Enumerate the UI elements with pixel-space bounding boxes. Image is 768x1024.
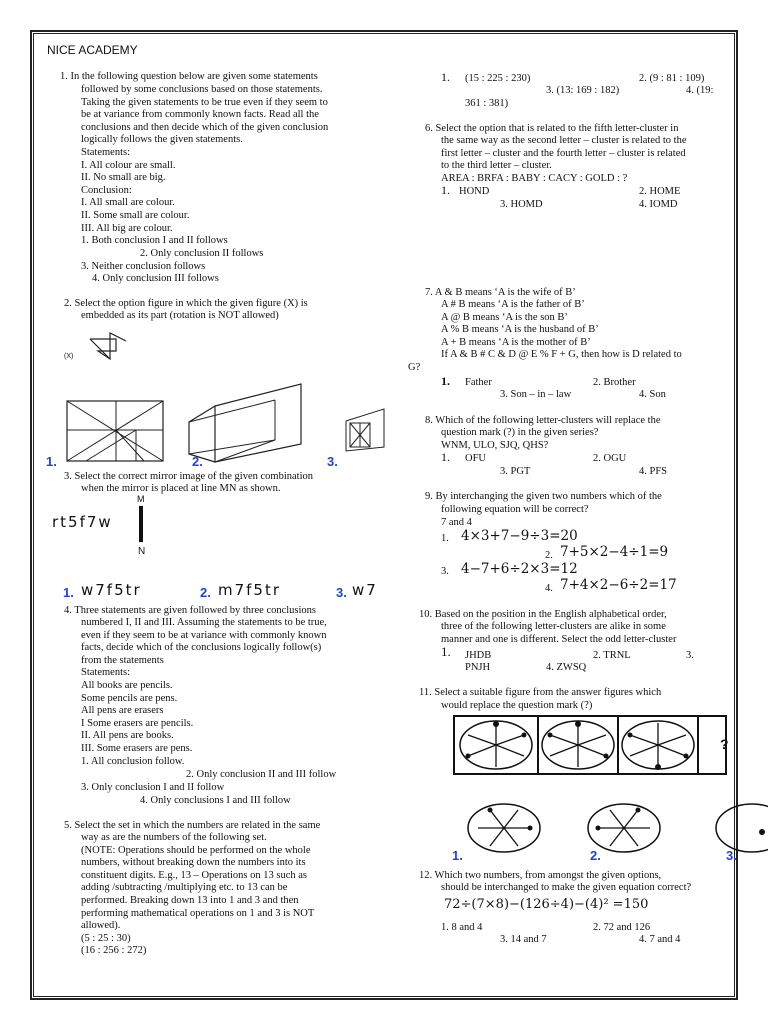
q2-option-3-label: 3. bbox=[327, 454, 338, 469]
q3-mirror-line bbox=[139, 506, 143, 542]
q5-body bbox=[81, 832, 314, 958]
q5-option-4b: 361 : 381) bbox=[465, 98, 509, 109]
q7-line: If A & B # C & D @ E % F + G, then how is D related to bbox=[441, 349, 682, 361]
q10-option-2: 2. TRNL bbox=[593, 650, 631, 661]
q5-option-1: (15 : 225 : 230) bbox=[465, 73, 531, 84]
q3-option-2-text: m7f5tr bbox=[218, 581, 282, 599]
q4-option-4: 4. Only conclusions I and III follow bbox=[140, 795, 291, 806]
q8-line: WNM, ULO, SJQ, QHS? bbox=[441, 439, 549, 451]
q9-option-1-num: 1. bbox=[441, 533, 449, 544]
q1-line: I. All colour are small. bbox=[81, 159, 176, 171]
q6-line: AREA : BRFA : BABY : CACY : GOLD : ? bbox=[441, 172, 628, 184]
q1-line: II. No small are big. bbox=[81, 172, 166, 184]
q1-line: followed by some conclusions based on those statements. bbox=[81, 84, 323, 95]
q10-option-3-text: PNJH bbox=[465, 662, 491, 673]
q1-line: III. All big are colour. bbox=[81, 222, 173, 234]
q5-intro: 5. Select the set in which the numbers are related in the same bbox=[64, 820, 321, 831]
q5-line: adding /subtracting /multiplying etc. to 13 can be bbox=[81, 882, 288, 894]
q4-line: from the statements bbox=[81, 654, 164, 666]
q10-body bbox=[441, 621, 676, 646]
q12-option-4: 4. 7 and 4 bbox=[639, 934, 681, 945]
q5-line: way as are the numbers of the following set. bbox=[81, 832, 267, 843]
q10-line: three of the following letter-clusters are alike in some bbox=[441, 621, 666, 632]
q12-option-2: 2. 72 and 126 bbox=[593, 922, 651, 933]
q6-line: to the third letter – cluster. bbox=[441, 160, 552, 172]
q12-option-1: 1. 8 and 4 bbox=[441, 922, 483, 933]
q4-line: even if they seem to be at variance with commonly known bbox=[81, 629, 327, 641]
q1-line: Conclusion: bbox=[81, 184, 132, 196]
q7-option-3: 3. Son – in – law bbox=[500, 389, 572, 400]
q11-question-figures bbox=[454, 716, 734, 776]
q3-option-2-label: 2. bbox=[200, 585, 211, 600]
q2-option-2-label: 2. bbox=[192, 454, 203, 469]
q12-intro: 12. Which two numbers, from amongst the given options, bbox=[419, 870, 662, 881]
q4-intro: 4. Three statements are given followed by three conclusions bbox=[64, 605, 317, 616]
q5-line: (5 : 25 : 30) bbox=[81, 932, 131, 944]
q2-option-1-figure bbox=[66, 400, 164, 462]
q1-line: logically follows the given statements. bbox=[81, 134, 243, 146]
q5-line: (NOTE: Operations should be performed on the whole bbox=[81, 844, 311, 856]
q8-option-4: 4. PFS bbox=[639, 466, 668, 477]
q6-intro: 6. Select the option that is related to the fifth letter-cluster in bbox=[425, 123, 679, 134]
q1-option-2: 2. Only conclusion II follows bbox=[140, 248, 264, 259]
q6-option-3: 3. HOMD bbox=[500, 199, 543, 210]
page-header: NICE ACADEMY bbox=[47, 43, 138, 57]
q1-body bbox=[81, 84, 328, 248]
q1-line: I. All small are colour. bbox=[81, 197, 175, 209]
q7-body bbox=[441, 299, 682, 362]
q10-option-3: 3. bbox=[686, 650, 694, 661]
q6-option-2: 2. HOME bbox=[639, 186, 681, 197]
q8-option-1-num: 1. bbox=[441, 450, 450, 464]
q2-line-1: 2. Select the option figure in which the given figure (X) is bbox=[64, 298, 308, 309]
q1-line: conclusions and then decide which of the given conclusion bbox=[81, 121, 329, 133]
q3-option-3-label: 3. bbox=[336, 585, 347, 600]
q2-option-1-label: 1. bbox=[46, 454, 57, 469]
q12-option-3: 3. 14 and 7 bbox=[500, 934, 547, 945]
q3-mirror-n-label: N bbox=[138, 546, 146, 557]
q4-option-3: 3. Only conclusion I and II follow bbox=[81, 782, 225, 793]
q4-body bbox=[81, 617, 327, 768]
q4-line: 1. All conclusion follow. bbox=[81, 755, 185, 767]
q7-option-1: Father bbox=[465, 377, 492, 388]
q4-line: facts, decide which of the conclusions logically follow(s) bbox=[81, 642, 322, 654]
q9-option-3: 4−7+6÷2×3=12 bbox=[461, 561, 578, 577]
q5-line: numbers, without breaking down the numbers into its bbox=[81, 857, 306, 869]
q8-body bbox=[441, 427, 598, 452]
q9-option-2: 7+5×2−4÷1=9 bbox=[560, 544, 669, 560]
q11-option-1-label: 1. bbox=[452, 848, 463, 863]
q10-option-1-num: 1. bbox=[441, 644, 451, 659]
q2-line-2: embedded as its part (rotation is NOT allowed) bbox=[81, 310, 279, 321]
q6-line: first letter – cluster and the fourth letter – cluster is related bbox=[441, 147, 686, 159]
q9-option-2-num: 2. bbox=[545, 550, 553, 561]
q7-intro: 7. A & B means ‘A is the wife of B’ bbox=[425, 287, 576, 298]
q1-line: II. Some small are colour. bbox=[81, 209, 190, 221]
q4-option-2: 2. Only conclusion II and III follow bbox=[186, 769, 337, 780]
q2-option-2-figure bbox=[187, 382, 305, 464]
q8-option-2: 2. OGU bbox=[593, 453, 627, 464]
svg-text:?: ? bbox=[720, 736, 729, 752]
q8-intro: 8. Which of the following letter-clusters will replace the bbox=[425, 415, 661, 426]
q10-line: manner and one is different. Select the odd letter-cluster bbox=[441, 633, 677, 645]
q7-line: A + B means ‘A is the mother of B’ bbox=[441, 336, 591, 348]
q1-line: Statements: bbox=[81, 146, 130, 158]
q6-body bbox=[441, 135, 687, 185]
q8-option-3: 3. PGT bbox=[500, 466, 531, 477]
q9-intro: 9. By interchanging the given two numbers which of the bbox=[425, 491, 662, 502]
q5-line: allowed). bbox=[81, 920, 121, 932]
q10-intro: 10. Based on the position in the English alphabetical order, bbox=[419, 609, 667, 620]
q11-line-2: would replace the question mark (?) bbox=[441, 700, 593, 711]
q4-line: II. All pens are books. bbox=[81, 730, 174, 742]
q9-option-3-num: 3. bbox=[441, 566, 449, 577]
q4-line: Some pencils are pens. bbox=[81, 692, 178, 704]
q4-line: Statements: bbox=[81, 667, 130, 679]
q8-line: question mark (?) in the given series? bbox=[441, 427, 599, 438]
q8-option-1: OFU bbox=[465, 453, 487, 464]
q11-option-2-label: 2. bbox=[590, 848, 601, 863]
q9-option-4-num: 4. bbox=[545, 583, 553, 594]
q7-line: A # B means ‘A is the father of B’ bbox=[441, 299, 585, 310]
q4-line: numbered I, II and III. Assuming the statements to be true, bbox=[81, 617, 327, 628]
q1-option-3: 3. Neither conclusion follows bbox=[81, 261, 206, 272]
q10-option-4: 4. ZWSQ bbox=[546, 662, 587, 673]
q1-line: be at variance from commonly known facts. Read all the bbox=[81, 109, 319, 121]
q5-option-1-num: 1. bbox=[441, 70, 450, 84]
q9-option-1: 4×3+7−9÷3=20 bbox=[461, 528, 578, 544]
q7-line: A % B means ‘A is the husband of B’ bbox=[441, 324, 599, 336]
q1-option-4: 4. Only conclusion III follows bbox=[92, 273, 219, 284]
q11-answer-figures bbox=[466, 802, 746, 854]
q7-option-2: 2. Brother bbox=[593, 377, 636, 388]
q5-line: constituent digits. E.g., 13 – Operations on 13 such as bbox=[81, 869, 308, 881]
q3-line-1: 3. Select the correct mirror image of the given combination bbox=[64, 471, 313, 482]
q4-line: All pens are erasers bbox=[81, 705, 164, 717]
q1-line: Taking the given statements to be true even if they seem to bbox=[81, 96, 328, 108]
q5-option-4a: 4. (19: bbox=[686, 85, 714, 96]
q6-option-1-num: 1. bbox=[441, 183, 450, 197]
q1-line: 1. Both conclusion I and II follows bbox=[81, 235, 228, 247]
q7-option-4: 4. Son bbox=[639, 389, 666, 400]
q2-option-3-figure bbox=[344, 407, 384, 453]
q3-option-3-text: w7 bbox=[352, 581, 378, 599]
q9-option-4: 7+4×2−6÷2=17 bbox=[560, 577, 677, 593]
q11-intro: 11. Select a suitable figure from the answer figures which bbox=[419, 687, 662, 698]
q4-line: I Some erasers are pencils. bbox=[81, 717, 194, 729]
q3-option-1-text: w7f5tr bbox=[81, 581, 142, 599]
q3-combination: rt5f7w bbox=[52, 513, 113, 531]
q9-line: 7 and 4 bbox=[441, 516, 472, 528]
q12-line-2: should be interchanged to make the given equation correct? bbox=[441, 882, 692, 893]
q5-line: (16 : 256 : 272) bbox=[81, 945, 147, 957]
q5-option-2: 2. (9 : 81 : 109) bbox=[639, 73, 705, 84]
q5-option-3: 3. (13: 169 : 182) bbox=[546, 85, 620, 96]
q1-intro: 1. In the following question below are given some statements bbox=[60, 71, 318, 82]
q2-figure-x bbox=[88, 331, 130, 361]
q4-line: III. Some erasers are pens. bbox=[81, 742, 193, 754]
q12-equation: 72÷(7×8)−(126÷4)−(4)² =150 bbox=[444, 897, 649, 912]
q10-option-1: JHDB bbox=[465, 650, 492, 661]
q9-line: following equation will be correct? bbox=[441, 504, 589, 515]
q3-line-2: when the mirror is placed at line MN as shown. bbox=[81, 483, 281, 494]
q6-option-4: 4. IOMD bbox=[639, 199, 678, 210]
q2-x-label: (X) bbox=[64, 353, 74, 360]
q9-body bbox=[441, 504, 589, 529]
q11-option-3-label: 3. bbox=[726, 848, 737, 863]
q7-line: A @ B means ‘A is the son B’ bbox=[441, 311, 568, 323]
q3-option-1-label: 1. bbox=[63, 585, 74, 600]
q7-g: G? bbox=[408, 362, 421, 373]
q6-line: the same way as the second letter – cluster is related to the bbox=[441, 135, 687, 146]
q3-mirror-m-label: M bbox=[137, 494, 145, 504]
q4-line: All books are pencils. bbox=[81, 679, 173, 691]
q6-option-1: HOND bbox=[459, 186, 490, 197]
q7-option-1-num: 1. bbox=[441, 374, 450, 388]
q5-line: performing mathematical operations on 1 and 3 is NOT bbox=[81, 907, 315, 919]
q5-line: performed. Breaking down 13 into 1 and 3 and then bbox=[81, 894, 299, 906]
